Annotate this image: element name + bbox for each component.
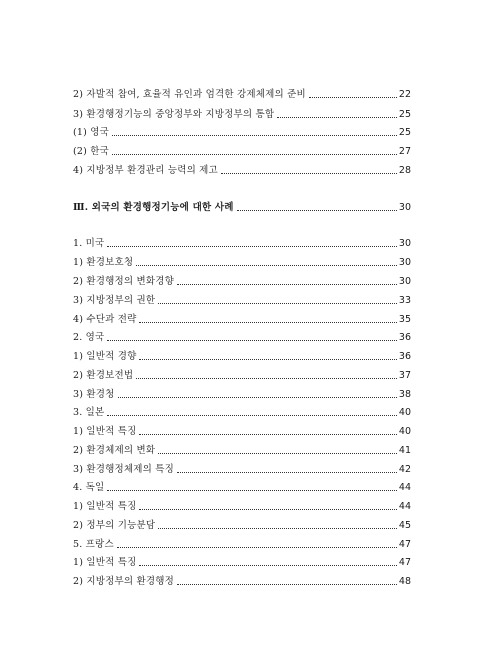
toc-page-number: 47 [398,557,411,568]
toc-page-number: 30 [398,276,411,287]
toc-page-number: 30 [398,238,411,249]
toc-entry [73,481,411,494]
dot-leader [136,262,397,266]
toc-entry [73,275,411,288]
toc-entry-label: 2) 정부의 기능분담 [73,520,156,531]
toc-entry-label: 4. 독일 [73,482,105,493]
toc-entry-label: 4) 수단과 전략 [73,314,137,325]
toc-entry-label: 2. 영국 [73,332,105,343]
toc-section-heading [73,201,411,214]
toc-page-number: 48 [398,576,411,587]
toc-entry-label: 5. 프랑스 [73,539,114,550]
toc-page-number: 44 [398,482,411,493]
dot-leader [107,412,396,416]
toc-entry [73,556,411,569]
toc-entry [73,538,411,551]
toc-entry [73,126,411,139]
toc-entry-label: 3) 환경청 [73,389,115,400]
toc-entry [73,463,411,476]
toc-entry-label: 1) 일반적 경향 [73,351,137,362]
toc-entry [73,425,411,438]
toc-entry [73,237,411,250]
toc-entry-label: 1) 일반적 특징 [73,557,137,568]
dot-leader [177,581,397,585]
toc-page-number: 37 [398,370,411,381]
dot-leader [277,114,397,118]
toc-page-number: 38 [398,389,411,400]
toc-page-number: 35 [398,314,411,325]
toc-page-number: 40 [398,426,411,437]
dot-leader [237,207,397,211]
toc-entry [73,444,411,457]
toc-entry-label: 3) 지방정부의 권한 [73,295,156,306]
toc-entry-label: 4) 지방정부 환경관리 능력의 제고 [73,165,218,176]
dot-leader [107,243,396,247]
toc-page-number: 42 [398,464,411,475]
toc-page-number: 36 [398,332,411,343]
toc-entry-label: 1. 미국 [73,238,105,249]
dot-leader [158,450,397,454]
toc-entry-label: 2) 환경보전법 [73,370,134,381]
toc-page-number: 27 [398,146,411,157]
toc-entry [73,519,411,532]
dot-leader [309,94,397,98]
dot-leader [139,356,396,360]
dot-leader [221,170,397,174]
toc-entry [73,145,411,158]
dot-leader [139,319,396,323]
toc-entry-label: 2) 환경행정의 변화경향 [73,276,174,287]
toc-entry-label: 2) 환경체제의 변화 [73,445,156,456]
toc-entry [73,575,411,588]
toc-page-number: 41 [398,445,411,456]
toc-entry-label: 3) 환경행정기능의 중앙정부와 지방정부의 통합 [73,109,275,120]
toc-entry [73,256,411,269]
toc-page-number: 47 [398,539,411,550]
toc-entry-label: 2) 자발적 참여, 효율적 유인과 엄격한 강제체제의 준비 [73,89,306,100]
dot-leader [112,151,397,155]
toc-heading-label: Ⅲ. 외국의 환경행정기능에 대한 사례 [73,202,234,213]
dot-leader [139,506,396,510]
toc-entry [73,350,411,363]
dot-leader [177,469,397,473]
toc-page-number: 44 [398,501,411,512]
toc-entry-label: 3. 일본 [73,407,105,418]
dot-leader [117,544,397,548]
toc-entry-label: 1) 환경보호청 [73,257,134,268]
dot-leader [139,562,396,566]
toc-entry-label: (1) 영국 [73,127,110,138]
dot-leader [112,132,397,136]
toc-entry-label: (2) 한국 [73,146,110,157]
dot-leader [158,525,397,529]
toc-page-number: 22 [398,89,411,100]
toc-entry-label: 1) 일반적 특징 [73,426,137,437]
dot-leader [139,431,396,435]
toc-page-number: 40 [398,407,411,418]
toc-entry [73,500,411,513]
toc-entry [73,108,411,121]
toc-entry-label: 1) 일반적 특징 [73,501,137,512]
toc-page-number: 30 [398,202,411,213]
toc-page-number: 36 [398,351,411,362]
toc-page-number: 45 [398,520,411,531]
toc-page-number: 28 [398,165,411,176]
toc-entry-label: 2) 지방정부의 환경행정 [73,576,174,587]
toc-page-number: 33 [398,295,411,306]
dot-leader [107,487,396,491]
toc-entry [73,294,411,307]
toc-entry [73,313,411,326]
toc-entry [73,406,411,419]
dot-leader [158,300,397,304]
toc-page-number: 25 [398,109,411,120]
dot-leader [118,394,397,398]
toc-entry [73,369,411,382]
toc-entry [73,388,411,401]
dot-leader [107,337,396,341]
toc-page-number: 30 [398,257,411,268]
toc-page-number: 25 [398,127,411,138]
dot-leader [177,281,397,285]
toc-entry [73,164,411,177]
toc-entry-label: 3) 환경행정체제의 특징 [73,464,174,475]
toc-entry [73,88,411,101]
toc-entry [73,331,411,344]
dot-leader [136,375,397,379]
